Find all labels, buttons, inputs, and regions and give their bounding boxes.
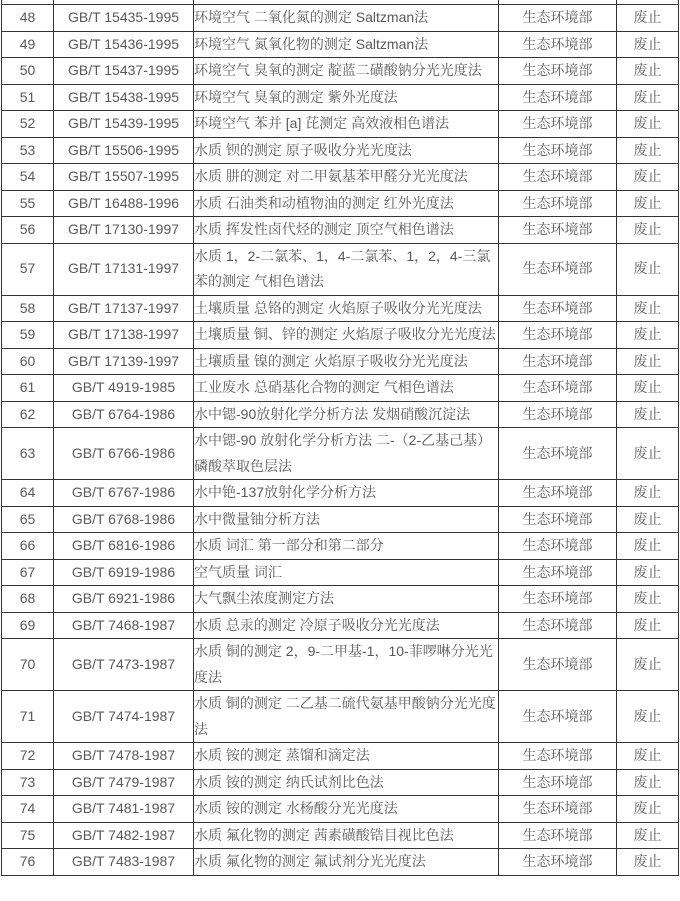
status-cell: 废止 [617,217,679,244]
standard-code-cell: GB/T 6768-1986 [54,506,194,533]
standard-code-cell: GB/T 15435-1995 [54,5,194,32]
row-number-cell: 74 [2,796,54,823]
standard-name-cell: 环境空气 二氧化氮的测定 Saltzman法 [194,5,499,32]
standard-code-cell: GB/T 15507-1995 [54,164,194,191]
standard-name-cell: 水质 词汇 第一部分和第二部分 [194,533,499,560]
table-row [2,533,679,560]
standard-name-cell: 水中铯-137放射化学分析方法 [194,480,499,507]
standard-code-cell: GB/T 4919-1985 [54,375,194,402]
department-cell: 生态环境部 [499,348,617,375]
standard-code-cell: GB/T 17138-1997 [54,322,194,349]
status-cell: 废止 [617,5,679,32]
table-row [2,559,679,586]
table-row [2,822,679,849]
status-cell: 废止 [617,480,679,507]
standard-name-cell: 水中锶-90放射化学分析方法 发烟硝酸沉淀法 [194,401,499,428]
table-row [2,612,679,639]
row-number-cell: 71 [2,691,54,743]
status-cell: 废止 [617,639,679,691]
status-cell: 废止 [617,822,679,849]
row-number-cell: 68 [2,586,54,613]
standard-name-cell: 水质 挥发性卤代烃的测定 顶空气相色谱法 [194,217,499,244]
table-row [2,428,679,480]
department-cell: 生态环境部 [499,58,617,85]
status-cell: 废止 [617,111,679,138]
standard-code-cell: GB/T 17130-1997 [54,217,194,244]
status-cell: 废止 [617,849,679,876]
status-cell: 废止 [617,190,679,217]
standard-name-cell: 水质 1，2-二氯苯、1，4-二氯苯、1，2，4-三氯苯的测定 气相色谱法 [194,243,499,295]
row-number-cell: 52 [2,111,54,138]
standard-code-cell: GB/T 7482-1987 [54,822,194,849]
row-number-cell: 59 [2,322,54,349]
standard-code-cell: GB/T 7473-1987 [54,639,194,691]
standard-name-cell: 水质 铵的测定 水杨酸分光光度法 [194,796,499,823]
table-row [2,295,679,322]
table-row [2,111,679,138]
table-row [2,31,679,58]
department-cell: 生态环境部 [499,506,617,533]
department-cell: 生态环境部 [499,769,617,796]
status-cell: 废止 [617,375,679,402]
department-cell: 生态环境部 [499,586,617,613]
status-cell: 废止 [617,401,679,428]
table-row [2,769,679,796]
standard-code-cell: GB/T 15439-1995 [54,111,194,138]
row-number-cell: 51 [2,84,54,111]
department-cell: 生态环境部 [499,480,617,507]
row-number-cell: 54 [2,164,54,191]
table-row [2,348,679,375]
row-number-cell: 69 [2,612,54,639]
standard-code-cell: GB/T 6816-1986 [54,533,194,560]
status-cell: 废止 [617,137,679,164]
department-cell: 生态环境部 [499,217,617,244]
status-cell: 废止 [617,243,679,295]
table-row [2,401,679,428]
row-number-cell: 72 [2,743,54,770]
department-cell: 生态环境部 [499,5,617,32]
standard-name-cell: 水质 石油类和动植物油的测定 红外光度法 [194,190,499,217]
row-number-cell: 67 [2,559,54,586]
standard-code-cell: GB/T 7474-1987 [54,691,194,743]
department-cell: 生态环境部 [499,401,617,428]
status-cell: 废止 [617,612,679,639]
row-number-cell: 62 [2,401,54,428]
status-cell: 废止 [617,559,679,586]
status-cell: 废止 [617,743,679,770]
row-number-cell: 58 [2,295,54,322]
department-cell: 生态环境部 [499,691,617,743]
standard-code-cell: GB/T 7481-1987 [54,796,194,823]
standard-name-cell: 水质 肼的测定 对二甲氨基苯甲醛分光光度法 [194,164,499,191]
standards-table [1,0,679,876]
status-cell: 废止 [617,164,679,191]
row-number-cell: 73 [2,769,54,796]
standard-name-cell: 水质 氟化物的测定 氟试剂分光光度法 [194,849,499,876]
table-row [2,243,679,295]
department-cell: 生态环境部 [499,31,617,58]
standard-code-cell: GB/T 6766-1986 [54,428,194,480]
row-number-cell: 55 [2,190,54,217]
department-cell: 生态环境部 [499,849,617,876]
status-cell: 废止 [617,586,679,613]
row-number-cell: 66 [2,533,54,560]
status-cell: 废止 [617,506,679,533]
standard-code-cell: GB/T 15436-1995 [54,31,194,58]
standard-name-cell: 水质 铜的测定 二乙基二硫代氨基甲酸钠分光光度法 [194,691,499,743]
table-row [2,5,679,32]
table-row [2,58,679,85]
standard-name-cell: 水中微量铀分析方法 [194,506,499,533]
standard-code-cell: GB/T 6919-1986 [54,559,194,586]
standard-name-cell: 土壤质量 镍的测定 火焰原子吸收分光光度法 [194,348,499,375]
standard-code-cell: GB/T 7483-1987 [54,849,194,876]
department-cell: 生态环境部 [499,111,617,138]
standard-code-cell: GB/T 7479-1987 [54,769,194,796]
status-cell: 废止 [617,796,679,823]
row-number-cell: 64 [2,480,54,507]
table-row [2,84,679,111]
row-number-cell: 53 [2,137,54,164]
standard-code-cell: GB/T 17139-1997 [54,348,194,375]
department-cell: 生态环境部 [499,796,617,823]
standard-code-cell: GB/T 6767-1986 [54,480,194,507]
status-cell: 废止 [617,84,679,111]
standard-code-cell: GB/T 15437-1995 [54,58,194,85]
row-number-cell: 50 [2,58,54,85]
standard-name-cell: 环境空气 臭氧的测定 紫外光度法 [194,84,499,111]
department-cell: 生态环境部 [499,743,617,770]
department-cell: 生态环境部 [499,84,617,111]
standard-name-cell: 水质 铜的测定 2，9-二甲基-1，10-菲啰啉分光光度法 [194,639,499,691]
status-cell: 废止 [617,31,679,58]
status-cell: 废止 [617,533,679,560]
standard-name-cell: 水质 总汞的测定 冷原子吸收分光光度法 [194,612,499,639]
standard-name-cell: 环境空气 苯并 [a] 芘测定 高效液相色谱法 [194,111,499,138]
row-number-cell: 60 [2,348,54,375]
department-cell: 生态环境部 [499,533,617,560]
row-number-cell: 75 [2,822,54,849]
department-cell: 生态环境部 [499,243,617,295]
row-number-cell: 70 [2,639,54,691]
standard-code-cell: GB/T 17131-1997 [54,243,194,295]
department-cell: 生态环境部 [499,375,617,402]
table-row [2,586,679,613]
table-row [2,743,679,770]
standard-name-cell: 大气飘尘浓度测定方法 [194,586,499,613]
table-row [2,849,679,876]
standard-name-cell: 水质 铵的测定 蒸馏和滴定法 [194,743,499,770]
standard-code-cell: GB/T 7478-1987 [54,743,194,770]
standard-name-cell: 土壤质量 铜、锌的测定 火焰原子吸收分光光度法 [194,322,499,349]
standard-name-cell: 环境空气 氮氧化物的测定 Saltzman法 [194,31,499,58]
status-cell: 废止 [617,322,679,349]
row-number-cell: 48 [2,5,54,32]
department-cell: 生态环境部 [499,190,617,217]
department-cell: 生态环境部 [499,137,617,164]
row-number-cell: 57 [2,243,54,295]
table-row [2,506,679,533]
standard-code-cell: GB/T 15438-1995 [54,84,194,111]
row-number-cell: 49 [2,31,54,58]
status-cell: 废止 [617,428,679,480]
department-cell: 生态环境部 [499,612,617,639]
department-cell: 生态环境部 [499,639,617,691]
department-cell: 生态环境部 [499,322,617,349]
department-cell: 生态环境部 [499,428,617,480]
status-cell: 废止 [617,348,679,375]
standard-name-cell: 水质 氟化物的测定 茜素磺酸锆目视比色法 [194,822,499,849]
standard-name-cell: 水中锶-90 放射化学分析方法 二-（2-乙基己基） 磷酸萃取色层法 [194,428,499,480]
standard-code-cell: GB/T 15506-1995 [54,137,194,164]
table-row [2,164,679,191]
department-cell: 生态环境部 [499,295,617,322]
standards-table-body [2,0,679,875]
standard-code-cell: GB/T 16488-1996 [54,190,194,217]
standard-name-cell: 土壤质量 总铬的测定 火焰原子吸收分光光度法 [194,295,499,322]
row-number-cell: 76 [2,849,54,876]
status-cell: 废止 [617,295,679,322]
standard-code-cell: GB/T 6764-1986 [54,401,194,428]
row-number-cell: 63 [2,428,54,480]
department-cell: 生态环境部 [499,559,617,586]
table-row [2,480,679,507]
standard-name-cell: 工业废水 总硝基化合物的测定 气相色谱法 [194,375,499,402]
standard-code-cell: GB/T 7468-1987 [54,612,194,639]
table-row [2,796,679,823]
standard-code-cell: GB/T 17137-1997 [54,295,194,322]
standard-name-cell: 环境空气 臭氧的测定 靛蓝二磺酸钠分光光度法 [194,58,499,85]
row-number-cell: 56 [2,217,54,244]
table-row [2,322,679,349]
status-cell: 废止 [617,691,679,743]
row-number-cell: 65 [2,506,54,533]
standard-name-cell: 空气质量 词汇 [194,559,499,586]
standard-name-cell: 水质 铵的测定 纳氏试剂比色法 [194,769,499,796]
standard-code-cell: GB/T 6921-1986 [54,586,194,613]
table-row [2,217,679,244]
department-cell: 生态环境部 [499,822,617,849]
department-cell: 生态环境部 [499,164,617,191]
table-row [2,639,679,691]
table-row [2,375,679,402]
row-number-cell: 61 [2,375,54,402]
standard-name-cell: 水质 钡的测定 原子吸收分光光度法 [194,137,499,164]
table-row [2,691,679,743]
table-row [2,137,679,164]
status-cell: 废止 [617,769,679,796]
status-cell: 废止 [617,58,679,85]
table-row [2,190,679,217]
